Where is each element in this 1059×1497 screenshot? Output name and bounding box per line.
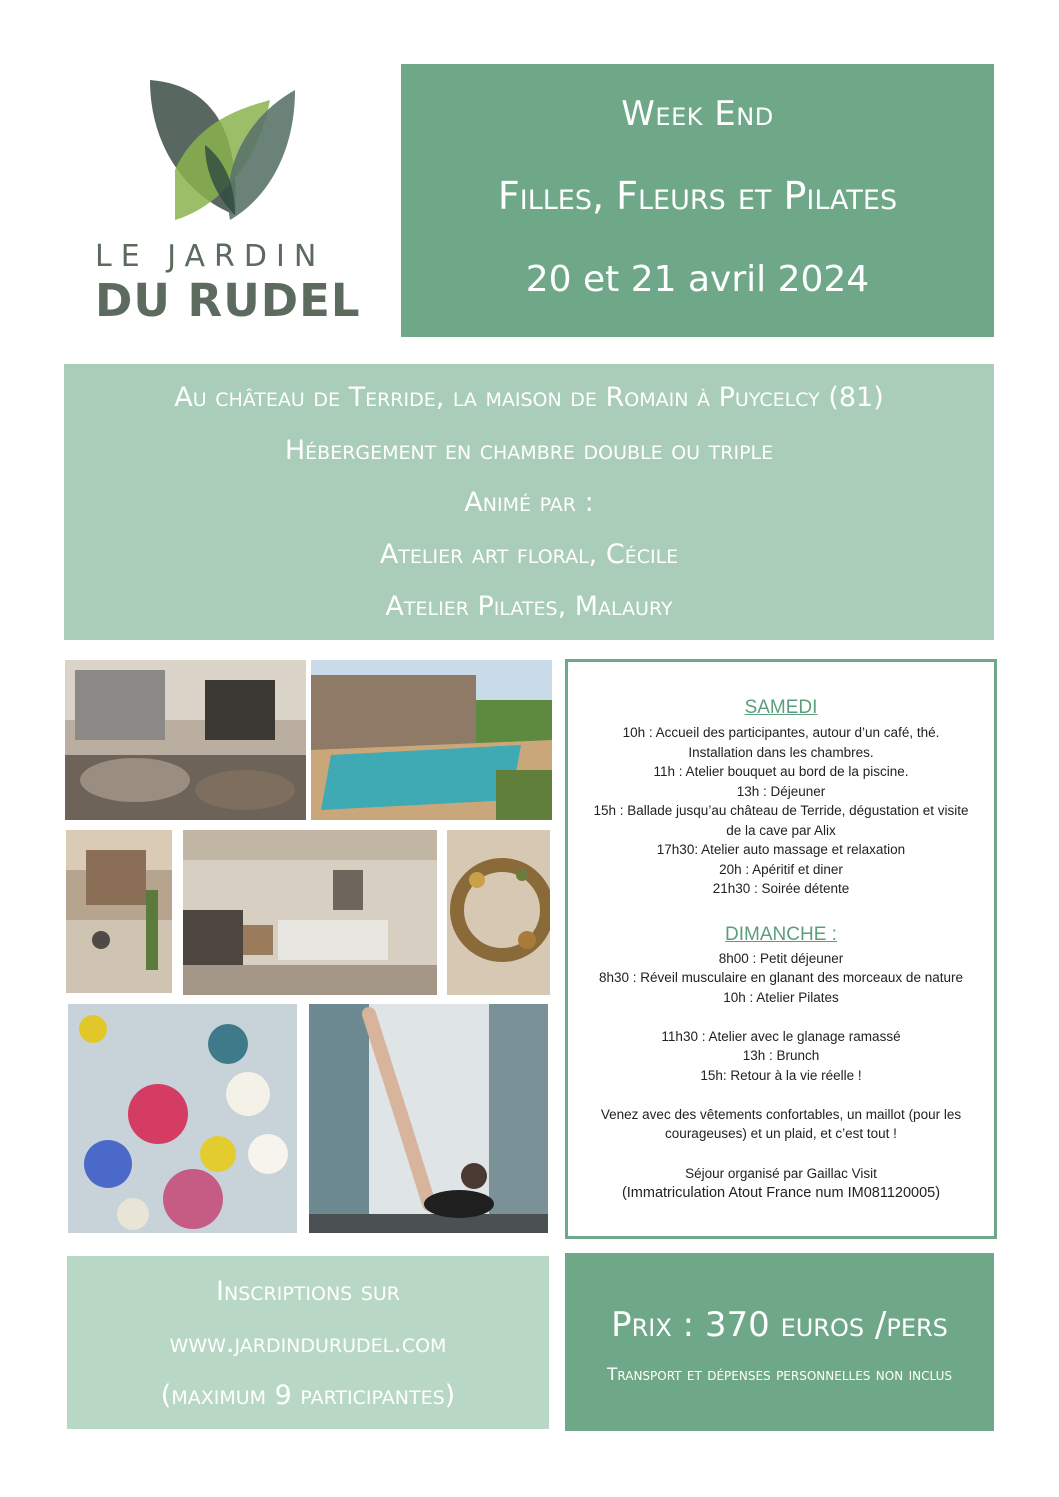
price-box (565, 1253, 994, 1431)
schedule-line: 13h : Brunch (742, 1048, 820, 1063)
event-subtitle: Week End (621, 94, 774, 134)
photo-dried-flowers (447, 830, 550, 995)
hosted-by-line: Animé par : (464, 487, 594, 518)
price-note: Transport et dépenses personnelles non inclus (607, 1365, 952, 1385)
leaf-logo-icon (145, 75, 305, 225)
schedule-line: 11h30 : Atelier avec le glanage ramassé (661, 1029, 901, 1044)
photo-pilates (309, 1004, 548, 1233)
photo-living-room (65, 660, 306, 820)
schedule-line: 8h30 : Réveil musculaire en glanant des morceaux de nature (599, 970, 963, 985)
schedule-line: 15h : Ballade jusqu’au château de Terride, dégustation et visite (593, 803, 969, 818)
photo-pool (311, 660, 552, 820)
pilates-workshop-line: Atelier Pilates, Malaury (385, 591, 673, 622)
max-participants: (maximum 9 participantes) (160, 1380, 456, 1411)
inscriptions-box (67, 1256, 549, 1429)
schedule-box (565, 659, 997, 1239)
schedule-note: Venez avec des vêtements confortables, un maillot (pour les (600, 1107, 962, 1122)
logo (95, 75, 365, 330)
logo-text-line1: LE JARDIN (95, 239, 326, 274)
floral-workshop-line: Atelier art floral, Cécile (379, 539, 679, 570)
accommodation-line: Hébergement en chambre double ou triple (284, 435, 774, 466)
website-link[interactable]: www.jardindurudel.com (169, 1328, 447, 1359)
location-line: Au château de Terride, la maison de Romain à Puycelcy (81) (174, 382, 884, 413)
schedule-line: 20h : Apéritif et diner (719, 862, 843, 877)
schedule-line: 21h30 : Soirée détente (712, 881, 850, 896)
price-label: Prix : 370 euros /pers (611, 1305, 948, 1345)
schedule-note: courageuses) et un plaid, et c’est tout ! (665, 1126, 897, 1141)
event-info-box (64, 364, 994, 640)
event-title-box (401, 64, 994, 337)
event-title: Filles, Fleurs et Pilates (497, 174, 898, 218)
registration-number-line: (Immatriculation Atout France num IM081120005) (621, 1185, 941, 1201)
photo-bedroom (183, 830, 437, 995)
schedule-line: 8h00 : Petit déjeuner (718, 951, 844, 966)
schedule-line: 10h : Accueil des participantes, autour d’un café, thé. (622, 725, 940, 740)
logo-text-line2: DU RUDEL (95, 274, 361, 327)
schedule-line: 13h : Déjeuner (736, 784, 826, 799)
schedule-line: 15h: Retour à la vie réelle ! (700, 1068, 862, 1083)
saturday-title: SAMEDI (744, 697, 818, 718)
organizer-line: Séjour organisé par Gaillac Visit (685, 1166, 877, 1181)
photo-stone-house (66, 830, 172, 993)
inscriptions-label: Inscriptions sur (216, 1276, 400, 1307)
schedule-line: 10h : Atelier Pilates (723, 990, 839, 1005)
sunday-title: DIMANCHE : (725, 924, 837, 945)
schedule-line: Installation dans les chambres. (688, 745, 874, 760)
event-date: 20 et 21 avril 2024 (525, 259, 870, 300)
photo-flower-bouquet (68, 1004, 297, 1233)
schedule-line: 11h : Atelier bouquet au bord de la piscine. (653, 764, 909, 779)
schedule-line: de la cave par Alix (726, 823, 836, 838)
schedule-line: 17h30: Atelier auto massage et relaxation (656, 842, 906, 857)
